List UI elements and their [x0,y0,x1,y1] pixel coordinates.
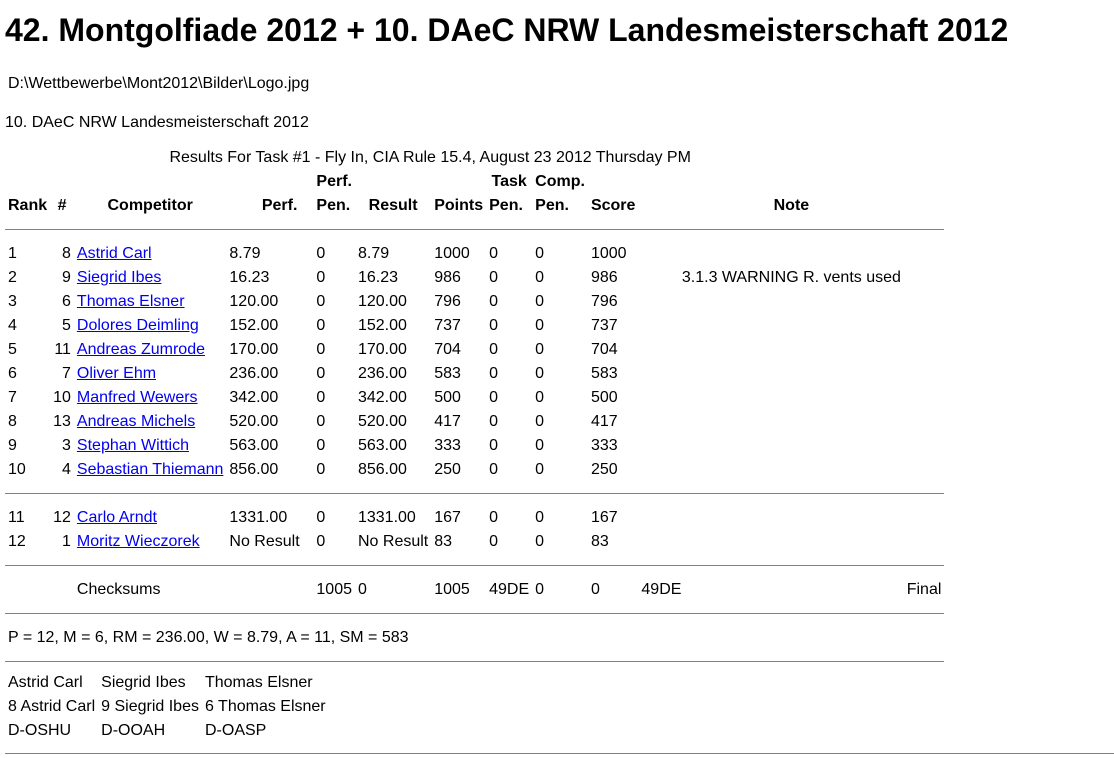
points-cell: 417 [434,413,461,430]
perf-cell: 342.00 [229,389,279,406]
task-pen-cell: 0 [489,389,499,406]
podium-registration-2: D-OOAH [101,722,166,739]
header-perf-pen-top: Perf. [316,173,352,190]
competitor-cell [74,410,226,434]
podium-registration-1: D-OSHU [8,722,72,739]
number-cell: 5 [62,317,71,334]
checksum-tail [638,578,944,602]
competitor-cell [74,506,226,530]
points-cell: 83 [434,533,453,550]
task-pen-cell: 0 [489,509,499,526]
perf-pen-cell: 0 [316,389,326,406]
competitor-link[interactable]: Andreas Zumrode [76,341,205,358]
stats-divider-line [5,613,944,614]
rank-cell: 3 [8,293,17,310]
note-cell [638,458,944,482]
section-divider-line [5,493,944,494]
competitor-cell [74,314,226,338]
perf-pen-cell: 0 [316,317,326,334]
page-title: 42. Montgolfiade 2012 + 10. DAeC NRW Landesmeisterschaft 2012 [5,12,1009,48]
rank-cell: 12 [8,533,26,550]
points-cell: 737 [434,317,461,334]
perf-pen-cell: 0 [316,293,326,310]
rank-cell: 2 [8,269,17,286]
blank [5,578,50,602]
result-cell: 8.79 [357,245,390,262]
competitor-link[interactable]: Carlo Arndt [76,509,157,526]
comp-pen-cell: 0 [535,437,545,454]
comp-pen-cell: 0 [535,413,545,430]
podium-numbered-1: 8 Astrid Carl [8,698,96,715]
result-cell: No Result [357,533,429,550]
comp-pen-cell: 0 [535,533,545,550]
points-cell: 796 [434,293,461,310]
podium-registration-row [5,719,329,743]
score-cell: 167 [590,509,618,526]
checksum-perf-pen: 1005 [316,581,352,598]
task-pen-cell: 0 [489,461,499,478]
comp-pen-cell: 0 [535,293,545,310]
note-cell [638,386,944,410]
number-cell: 4 [62,461,71,478]
score-cell: 417 [590,413,618,430]
header-divider [5,218,944,242]
number-cell: 6 [62,293,71,310]
perf-pen-cell: 0 [316,533,326,550]
note-cell [638,530,944,554]
stats-row [5,626,944,650]
points-cell: 333 [434,437,461,454]
comp-pen-cell: 0 [535,317,545,334]
score-cell: 986 [590,269,618,286]
note-cell [638,434,944,458]
rank-cell: 5 [8,341,17,358]
competitor-cell [74,434,226,458]
competitor-link[interactable]: Manfred Wewers [76,389,198,406]
note-cell [638,506,944,530]
points-cell: 583 [434,365,461,382]
rank-cell: 1 [8,245,17,262]
competitor-link[interactable]: Astrid Carl [76,245,152,262]
comp-pen-cell: 0 [535,245,545,262]
subtitle: 10. DAeC NRW Landesmeisterschaft 2012 [5,114,309,131]
comp-pen-cell: 0 [535,341,545,358]
points-cell: 1000 [434,245,470,262]
task-pen-cell: 0 [489,533,499,550]
header-result: Result [368,197,418,214]
header-num: # [57,197,67,214]
perf-cell: 120.00 [229,293,279,310]
task-pen-cell: 0 [489,293,499,310]
task-pen-cell: 0 [489,413,499,430]
header-competitor: Competitor [107,197,193,214]
result-cell: 520.00 [357,413,407,430]
header-divider-cell [5,218,944,242]
table-row [5,386,944,410]
score-cell: 250 [590,461,618,478]
table-row [5,506,944,530]
table-row [5,338,944,362]
points-cell: 250 [434,461,461,478]
table-row [5,266,944,290]
blank [226,578,313,602]
podium-table [5,671,329,743]
competitor-link[interactable]: Dolores Deimling [76,317,199,334]
checksums-label: Checksums [76,581,161,598]
points-cell: 500 [434,389,461,406]
number-cell: 1 [62,533,71,550]
note-cell [638,314,944,338]
perf-cell: 1331.00 [229,509,288,526]
score-cell: 83 [590,533,609,550]
perf-cell: 16.23 [229,269,270,286]
checksum-divider-cell [5,554,944,578]
task-pen-cell: 0 [489,341,499,358]
note-cell [638,290,944,314]
number-cell: 11 [54,341,71,358]
header-points: Points [434,197,484,214]
checksum-divider-line [5,565,944,566]
header-task-pen: Pen. [489,197,523,214]
podium-name-2: Siegrid Ibes [101,674,186,691]
result-cell: 170.00 [357,341,407,358]
competitor-link[interactable]: Stephan Wittich [76,437,189,454]
perf-cell: 152.00 [229,317,279,334]
result-cell: 236.00 [357,365,407,382]
table-row [5,410,944,434]
perf-pen-cell: 0 [316,365,326,382]
number-cell: 9 [62,269,71,286]
header-perf-pen: Pen. [316,197,351,214]
table-row [5,434,944,458]
task-pen-cell: 0 [489,437,499,454]
comp-pen-cell: 0 [535,365,545,382]
task-pen-cell: 0 [489,269,499,286]
results-table [5,146,944,674]
rank-cell: 4 [8,317,17,334]
number-cell: 13 [53,413,71,430]
section-divider [5,482,944,506]
points-cell: 986 [434,269,461,286]
result-cell: 1331.00 [357,509,416,526]
header-task-top: Task [491,173,527,190]
score-cell: 704 [590,341,618,358]
header-comp-top: Comp. [535,173,585,190]
stats-line: P = 12, M = 6, RM = 236.00, W = 8.79, A = 11, SM = 583 [8,629,409,646]
note-cell [638,410,944,434]
section-divider-cell [5,482,944,506]
podium-divider-line [5,661,944,662]
points-cell: 704 [434,341,461,358]
podium-numbered-row [5,695,329,719]
status-final: Final [906,581,942,598]
competitor-cell [74,266,226,290]
score-cell: 1000 [590,245,627,262]
result-cell: 16.23 [357,269,399,286]
podium-numbered-2: 9 Siegrid Ibes [101,698,199,715]
rank-cell: 11 [8,509,25,526]
podium-names-row [5,671,329,695]
header-divider-line [5,229,944,230]
table-row [5,290,944,314]
perf-pen-cell: 0 [316,437,326,454]
points-cell: 167 [434,509,461,526]
perf-cell: 563.00 [229,437,279,454]
competitor-link[interactable]: Thomas Elsner [76,293,185,310]
note-cell [638,338,944,362]
competitor-link[interactable]: Moritz Wieczorek [76,533,200,550]
checksum-result: 0 [357,581,367,598]
competitor-cell [74,458,226,482]
results-rows-top [5,218,944,482]
number-cell: 10 [53,389,71,406]
number-cell: 8 [62,245,71,262]
rank-cell: 8 [8,413,17,430]
checksums-row [5,578,944,602]
perf-pen-cell: 0 [316,269,326,286]
header-row [5,194,944,218]
result-cell: 856.00 [357,461,407,478]
checksum-points: 1005 [434,581,470,598]
score-cell: 796 [590,293,618,310]
podium-numbered-3: 6 Thomas Elsner [204,698,326,715]
competitor-cell [74,338,226,362]
podium-name-1: Astrid Carl [8,674,83,691]
task-pen-cell: 0 [489,317,499,334]
perf-pen-cell: 0 [316,245,326,262]
note-cell [638,242,944,266]
perf-cell: 236.00 [229,365,279,382]
number-cell: 12 [53,509,71,526]
number-cell: 7 [62,365,71,382]
results-rows-bottom [5,482,944,674]
score-cell: 500 [590,389,618,406]
checksum-comp-pen: 0 [535,581,545,598]
competitor-cell [74,362,226,386]
comp-pen-cell: 0 [535,269,545,286]
checksum-extra: 49DE [641,581,682,598]
result-cell: 342.00 [357,389,407,406]
perf-cell: 856.00 [229,461,279,478]
score-cell: 737 [590,317,618,334]
competitor-cell [74,386,226,410]
competitor-cell [74,530,226,554]
perf-pen-cell: 0 [316,461,326,478]
stats-divider [5,602,944,626]
podium-registration-3: D-OASP [204,722,267,739]
table-row [5,314,944,338]
competitor-link[interactable]: Andreas Michels [76,413,196,430]
comp-pen-cell: 0 [535,461,545,478]
table-row [5,362,944,386]
checksum-divider [5,554,944,578]
checksum-score: 0 [590,581,600,598]
rank-cell: 6 [8,365,17,382]
header-row-top [5,170,944,194]
podium-name-3: Thomas Elsner [204,674,313,691]
footer-divider [5,753,1114,754]
task-pen-cell: 0 [489,245,499,262]
comp-pen-cell: 0 [535,389,545,406]
table-row [5,530,944,554]
header-comp-pen: Pen. [535,197,569,214]
number-cell: 3 [62,437,71,454]
score-cell: 333 [590,437,618,454]
perf-pen-cell: 0 [316,509,326,526]
comp-pen-cell: 0 [535,509,545,526]
header-score: Score [590,197,636,214]
header-rank: Rank [8,197,48,214]
task-title: Results For Task #1 - Fly In, CIA Rule 15.4, August 23 2012 Thursday PM [169,149,691,166]
result-cell: 563.00 [357,437,407,454]
competitor-cell [74,242,226,266]
competitor-cell [74,290,226,314]
logo-path-text: D:\Wettbewerbe\Mont2012\Bilder\Logo.jpg [8,75,310,92]
task-pen-cell: 0 [489,365,499,382]
rank-cell: 9 [8,437,17,454]
checksum-task-pen: 49DE [489,581,530,598]
perf-cell: No Result [229,533,300,550]
perf-cell: 520.00 [229,413,279,430]
result-cell: 120.00 [357,293,407,310]
table-row [5,458,944,482]
rank-cell: 10 [8,461,26,478]
blank [50,578,74,602]
perf-pen-cell: 0 [316,341,326,358]
result-cell: 152.00 [357,317,407,334]
score-cell: 583 [590,365,618,382]
perf-pen-cell: 0 [316,413,326,430]
table-row [5,242,944,266]
perf-cell: 8.79 [229,245,261,262]
rank-cell: 7 [8,389,17,406]
header-note: Note [773,197,810,214]
note-cell: 3.1.3 WARNING R. vents used [681,269,901,286]
competitor-link[interactable]: Oliver Ehm [76,365,157,382]
note-cell [638,362,944,386]
perf-cell: 170.00 [229,341,279,358]
competitor-link[interactable]: Siegrid Ibes [76,269,162,286]
stats-divider-cell [5,602,944,626]
header-perf: Perf. [261,197,298,214]
competitor-link[interactable]: Sebastian Thiemann [76,461,224,478]
